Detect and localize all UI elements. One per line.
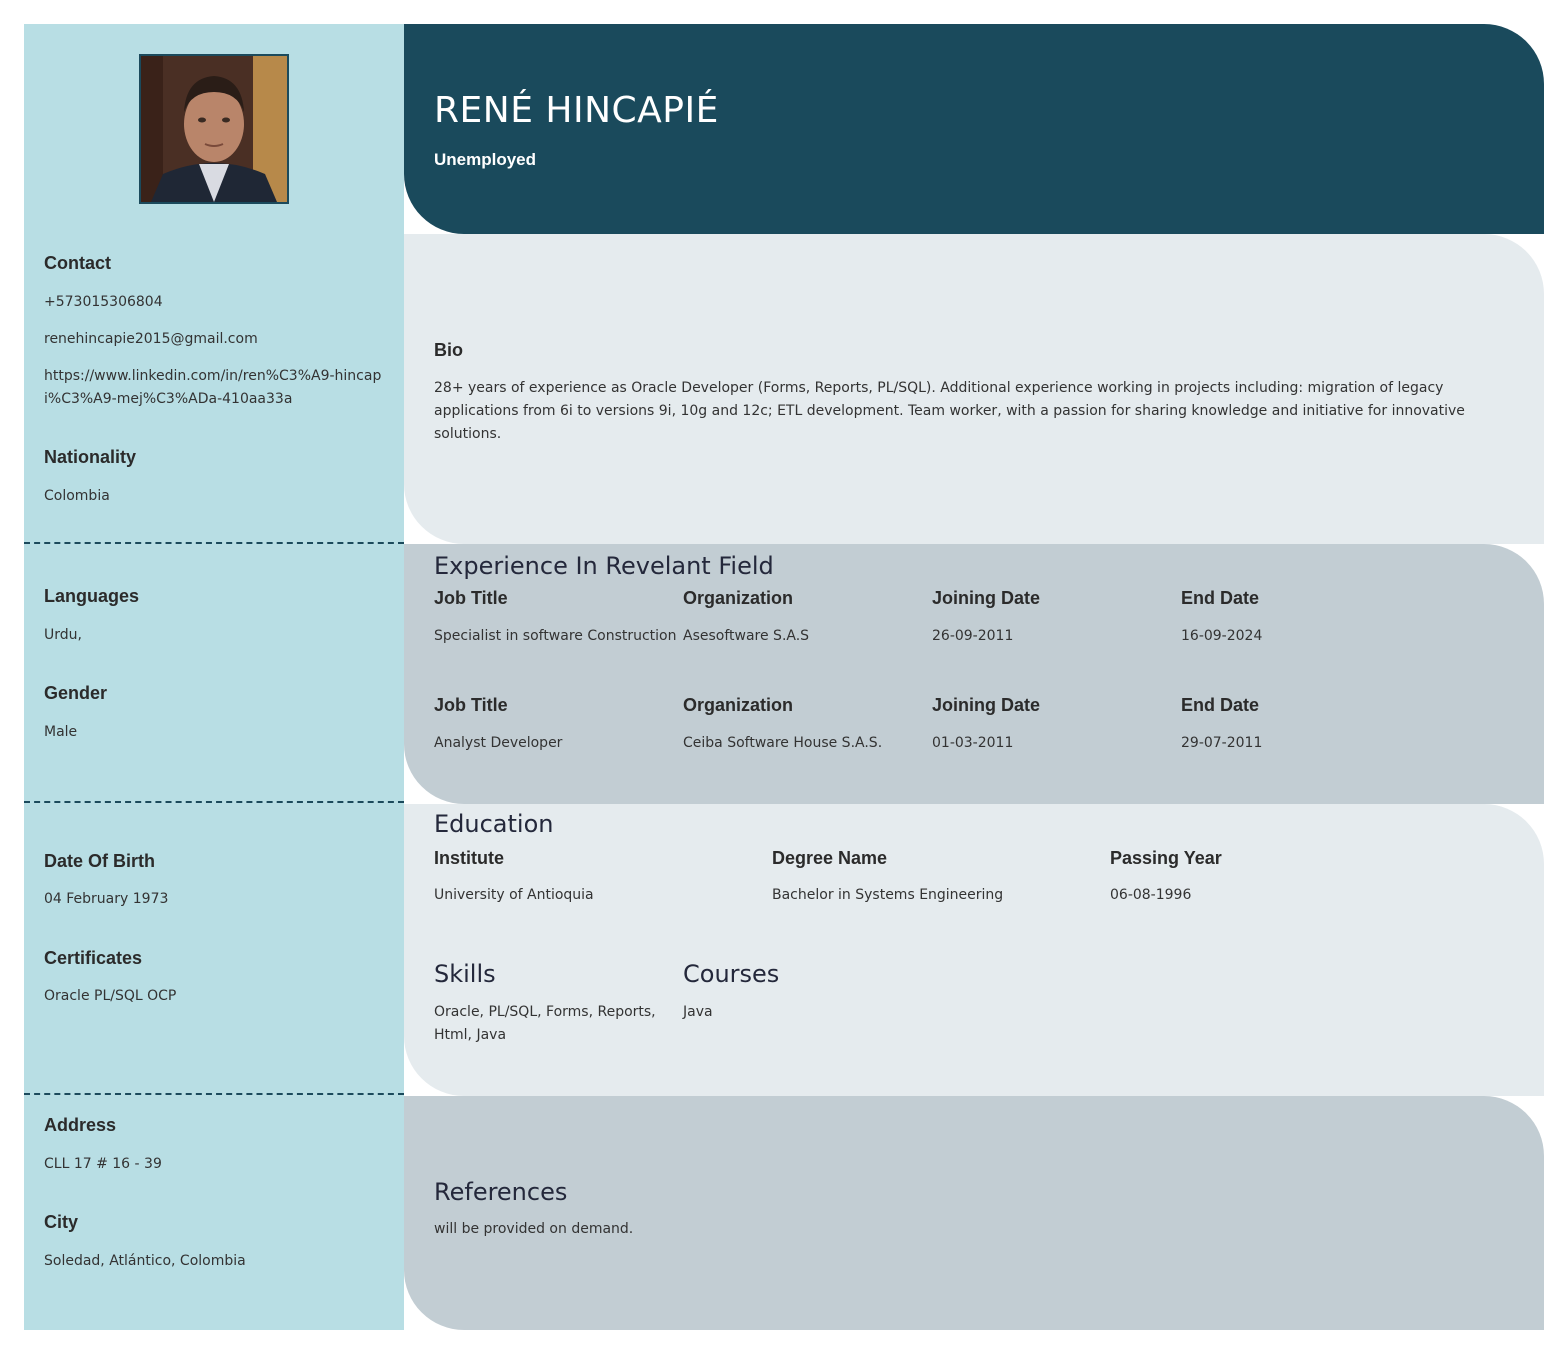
exp-header-job-title: Job Title: [434, 588, 508, 608]
employment-status: Unemployed: [434, 150, 537, 169]
exp-header-end-date: End Date: [1181, 695, 1260, 715]
profile-photo: [139, 54, 289, 204]
header-panel: [404, 24, 1544, 234]
exp-row-1-joining-date: 26-09-2011: [932, 628, 1014, 644]
certificates-label: Certificates: [44, 948, 143, 968]
references-title: References: [434, 1178, 568, 1206]
nationality-value: Colombia: [44, 488, 110, 504]
exp-header-organization: Organization: [683, 588, 794, 608]
exp-row-2-job-title: Analyst Developer: [434, 735, 563, 751]
courses-title: Courses: [683, 960, 780, 988]
address-label: Address: [44, 1115, 117, 1135]
dob-value: 04 February 1973: [44, 891, 169, 907]
experience-panel: [404, 544, 1544, 804]
sidebar: [24, 24, 404, 1330]
contact-phone[interactable]: +573015306804: [44, 294, 163, 310]
exp-row-1-end-date: 16-09-2024: [1181, 628, 1263, 644]
exp-row-1-organization: Asesoftware S.A.S: [683, 628, 810, 644]
city-value: Soledad, Atlántico, Colombia: [44, 1253, 246, 1269]
exp-row-2-end-date: 29-07-2011: [1181, 735, 1263, 751]
education-panel: [404, 804, 1544, 1096]
exp-row-1-job-title: Specialist in software Construction: [434, 628, 677, 644]
experience-title: Experience In Revelant Field: [434, 552, 774, 580]
exp-header-joining-date: Joining Date: [932, 588, 1041, 608]
edu-row-1-institute: University of Antioquia: [434, 887, 594, 903]
resume-page: [24, 24, 1544, 1330]
contact-email[interactable]: renehincapie2015@gmail.com: [44, 331, 258, 347]
exp-header-end-date: End Date: [1181, 588, 1260, 608]
gender-value: Male: [44, 724, 78, 740]
contact-label: Contact: [44, 253, 111, 273]
sidebar-divider: [24, 1093, 404, 1095]
languages-value: Urdu,: [44, 627, 82, 643]
profile-photo-image: [141, 56, 287, 202]
edu-row-1-degree-name: Bachelor in Systems Engineering: [772, 887, 1004, 903]
certificates-value: Oracle PL/SQL OCP: [44, 988, 177, 1004]
city-label: City: [44, 1212, 79, 1232]
exp-row-2-joining-date: 01-03-2011: [932, 735, 1014, 751]
courses-text: Java: [683, 1004, 713, 1020]
nationality-label: Nationality: [44, 447, 137, 467]
gender-label: Gender: [44, 683, 108, 703]
exp-header-joining-date: Joining Date: [932, 695, 1041, 715]
exp-header-job-title: Job Title: [434, 695, 508, 715]
sidebar-divider: [24, 801, 404, 803]
bio-panel: [404, 234, 1544, 544]
exp-header-organization: Organization: [683, 695, 794, 715]
contact-linkedin[interactable]: https://www.linkedin.com/in/ren%C3%A9-hincapi%C3%A9-mej%C3%ADa-410aa33a: [44, 368, 382, 407]
address-value: CLL 17 # 16 - 39: [44, 1156, 162, 1172]
references-panel: [404, 1096, 1544, 1330]
languages-label: Languages: [44, 586, 140, 606]
exp-row-2-organization: Ceiba Software House S.A.S.: [683, 735, 883, 751]
skills-title: Skills: [434, 960, 496, 988]
bio-label: Bio: [434, 340, 463, 360]
person-name: RENÉ HINCAPIÉ: [434, 90, 719, 131]
bio-text: 28+ years of experience as Oracle Developer (Forms, Reports, PL/SQL). Additional experience working in projects including: migration of legacy applications from 6i to versions 9i, 10g and 12c; ETL development. Team worker, with a passion for sharing knowledge and initiative for innovative solutions.: [434, 380, 1465, 442]
edu-header-passing-year: Passing Year: [1110, 848, 1222, 868]
edu-header-degree-name: Degree Name: [772, 848, 888, 868]
sidebar-divider: [24, 542, 404, 544]
dob-label: Date Of Birth: [44, 851, 156, 871]
skills-text: Oracle, PL/SQL, Forms, Reports, Html, Java: [434, 1004, 656, 1043]
edu-row-1-passing-year: 06-08-1996: [1110, 887, 1192, 903]
edu-header-institute: Institute: [434, 848, 504, 868]
education-title: Education: [434, 810, 554, 838]
references-text: will be provided on demand.: [434, 1221, 634, 1237]
